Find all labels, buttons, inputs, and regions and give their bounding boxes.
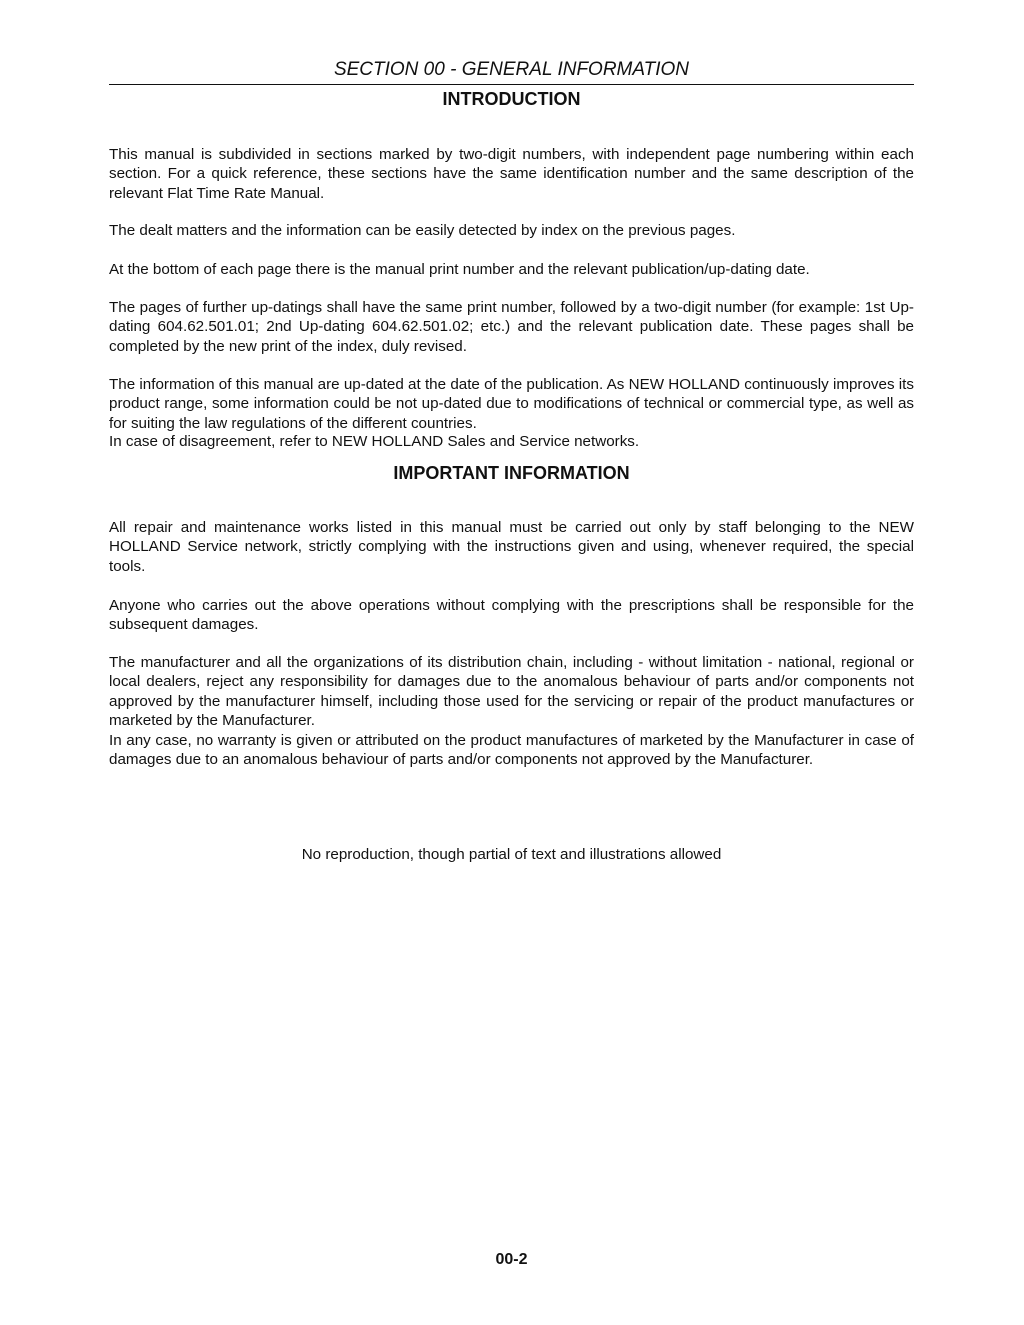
introduction-heading: INTRODUCTION [442, 89, 581, 109]
introduction-paragraph: The information of this manual are up-dated at the date of the publication. As NEW HOLLAND continuously improves its product range, some information could be not up-dated due to modifications of technical or commercial type, as well as for suiting the law regulations of the different countries. [109, 376, 914, 432]
introduction-paragraph: This manual is subdivided in sections marked by two-digit numbers, with independent page numbering within each section. For a quick reference, these sections have the same identification number and the same description of the relevant Flat Time Rate Manual. [109, 146, 914, 202]
page-number: 00-2 [495, 1251, 528, 1268]
section-title: SECTION 00 - GENERAL INFORMATION [333, 59, 690, 80]
introduction-paragraph: In case of disagreement, refer to NEW HOLLAND Sales and Service networks. [109, 433, 640, 450]
important-paragraph: All repair and maintenance works listed in this manual must be carried out only by staff belonging to the NEW HOLLAND Service network, strictly complying with the instructions given and using, whenever required, the special tools. [109, 519, 914, 575]
reproduction-notice: No reproduction, though partial of text and illustrations allowed [301, 846, 722, 863]
important-paragraph: The manufacturer and all the organizations of its distribution chain, including - without limitation - national, regional or local dealers, reject any responsibility for damages due to the anomalous behaviour of parts and/or components not approved by the manufacturer himself, including those used for the servicing or repair of the product manufactures or marketed by the Manufacturer. [109, 654, 914, 730]
manual-page [109, 0, 914, 1325]
introduction-paragraph: The pages of further up-datings shall have the same print number, followed by a two-digit number (for example: 1st Up-dating 604.62.501.01; 2nd Up-dating 604.62.501.02; etc.) and the relevant publication date. These pages shall be completed by the new print of the index, duly revised. [109, 299, 914, 355]
important-paragraph: Anyone who carries out the above operations without complying with the prescriptions shall be responsible for the subsequent damages. [109, 597, 914, 634]
important-paragraph: In any case, no warranty is given or attributed on the product manufactures of marketed by the Manufacturer in case of damages due to an anomalous behaviour of parts and/or components not approved by the Manufacturer. [109, 732, 914, 769]
introduction-paragraph: The dealt matters and the information can be easily detected by index on the previous pages. [109, 222, 736, 239]
header-divider [109, 84, 914, 85]
introduction-paragraph: At the bottom of each page there is the manual print number and the relevant publication/up-dating date. [109, 261, 810, 278]
important-information-heading: IMPORTANT INFORMATION [393, 463, 630, 483]
